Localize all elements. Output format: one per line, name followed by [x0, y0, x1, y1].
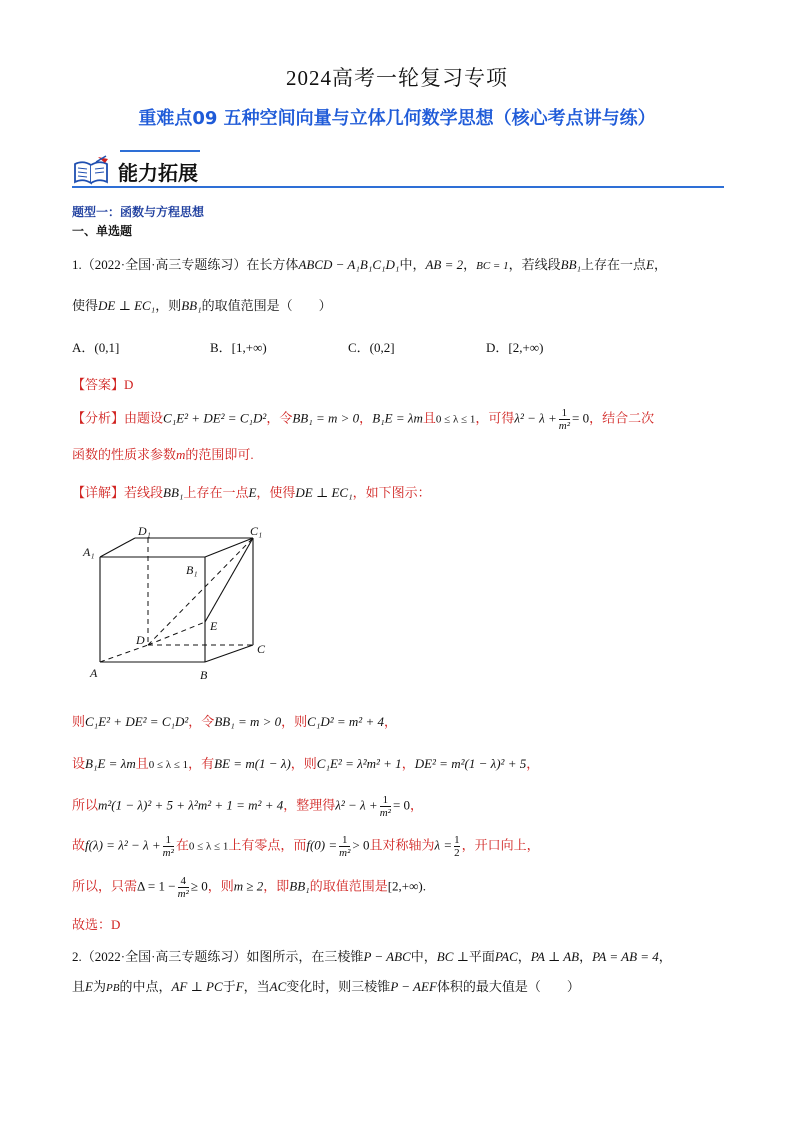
- fraction-den: m²: [379, 807, 391, 819]
- fraction-num: 4: [178, 875, 189, 888]
- solution-step-2: [72, 753, 539, 772]
- q1-text: ，: [463, 257, 477, 272]
- analysis-var: m: [176, 447, 186, 462]
- q1-solid: ABCD − A₁B₁C₁D₁: [298, 257, 400, 272]
- analysis-text: 且: [422, 410, 436, 426]
- q2-text: 如图所示，在三棱锥: [246, 949, 364, 964]
- analysis-line-2: [72, 444, 254, 463]
- solution-step-1: [72, 711, 397, 730]
- q1-text: 使得: [72, 298, 99, 313]
- section-label: 能力拓展: [118, 161, 198, 185]
- fraction: [178, 875, 189, 900]
- edge: [100, 538, 135, 557]
- section-top-line: [120, 150, 200, 152]
- step-eq: DE² = m²(1 − λ)² + 5: [414, 756, 527, 771]
- analysis-tag: 【分析】: [72, 410, 125, 426]
- step-text: ，: [383, 714, 397, 729]
- edge: [205, 538, 253, 557]
- fig-label: B₁: [186, 563, 198, 577]
- analysis-text: ，可得: [475, 410, 515, 426]
- q2-text: 体积的最大值是（ ）: [436, 979, 580, 994]
- q2-text: ，: [517, 949, 531, 964]
- step-eq: [2,+∞): [387, 878, 423, 894]
- q2-eq: P − ABC: [363, 949, 411, 964]
- step-text: ，令: [188, 714, 215, 729]
- document-title: 2024高考一轮复习专项: [286, 66, 508, 90]
- fraction: [339, 834, 350, 859]
- q2-text: 为: [92, 979, 106, 994]
- q1-seg: BB₁: [560, 257, 582, 272]
- fraction-num: 1: [454, 834, 460, 846]
- step-text: ，: [526, 756, 540, 771]
- cuboid-figure: [80, 522, 280, 687]
- step-text: 且对称轴为: [369, 837, 435, 853]
- q2-text: 的中点，: [119, 979, 172, 994]
- step-text: 所以: [72, 797, 99, 813]
- option-d: [486, 337, 543, 356]
- step-eq: BE = m(1 − λ): [214, 756, 291, 771]
- q2-eq: AF ⊥ PC: [171, 979, 223, 994]
- q1-source: 1.（2022·全国·高三专题练习）: [72, 257, 247, 272]
- fig-label: E: [210, 619, 218, 633]
- q2-text: 于: [222, 979, 236, 994]
- q2-eq: PA = AB = 4: [592, 949, 659, 964]
- step-text: .: [422, 878, 426, 894]
- q2-eq: PAC: [494, 949, 518, 964]
- part-heading: 一、单选题: [72, 224, 133, 238]
- q1-text: 上存在一点: [581, 257, 647, 272]
- analysis-text: ，: [359, 410, 373, 426]
- fraction: [163, 834, 174, 859]
- analysis-eq: = 0: [572, 410, 590, 426]
- q2-text: 且: [72, 979, 86, 994]
- step-text: 所以，只需: [72, 878, 138, 894]
- q1-text: ，: [654, 257, 668, 272]
- step-text: ，则: [207, 878, 234, 894]
- q2-eq: F: [235, 979, 244, 994]
- step-text: 且: [135, 756, 149, 771]
- detail-tag: 【详解】: [72, 485, 125, 500]
- step-eq: λ =: [434, 837, 453, 853]
- option-b: [210, 337, 267, 356]
- fraction-num: 1: [339, 834, 350, 847]
- solution-step-4: [72, 834, 540, 859]
- q2-text: ，: [579, 949, 593, 964]
- option-letter: A．: [72, 340, 95, 355]
- q2-stem-line-2: [72, 976, 580, 995]
- detail-text: ，如下图示：: [352, 485, 431, 500]
- q2-eq: BC ⊥: [436, 949, 469, 964]
- hidden-edge: [100, 645, 148, 662]
- fraction-den: m²: [339, 847, 351, 859]
- fraction-den: m²: [177, 888, 189, 900]
- detail-eq: BB₁: [163, 485, 184, 500]
- detail-text: 若线段: [124, 485, 164, 500]
- fraction: [380, 794, 391, 819]
- fraction-den: m²: [162, 847, 174, 859]
- q2-eq: AC: [269, 979, 287, 994]
- fraction: [559, 407, 570, 432]
- analysis-eq: BB₁ = m > 0: [292, 410, 360, 426]
- step-text: 设: [72, 756, 86, 771]
- option-value: (0,1]: [94, 340, 120, 355]
- q1-stem-line-2: [72, 295, 332, 314]
- option-c: [348, 337, 395, 356]
- open-book-icon: [72, 154, 112, 188]
- solution-step-5: [72, 875, 426, 900]
- fraction-den: m²: [558, 420, 571, 432]
- fraction-den: 2: [454, 847, 460, 859]
- step-text: 上有零点，而: [228, 837, 307, 853]
- q2-text: 中，: [410, 949, 437, 964]
- step-eq: m ≥ 2: [233, 878, 264, 894]
- analysis-text: 由题设: [124, 410, 164, 426]
- step-eq: C₁D² = m² + 4: [307, 714, 384, 729]
- step-text: ，即: [263, 878, 290, 894]
- step-eq: f(λ) = λ² − λ +: [85, 837, 161, 853]
- q2-text: 平面: [468, 949, 495, 964]
- detail-text: ，使得: [256, 485, 296, 500]
- fraction-num: 1: [380, 794, 391, 807]
- analysis-text: ，结合二次: [589, 410, 655, 426]
- document-subtitle: 重难点09 五种空间向量与立体几何数学思想（核心考点讲与练）: [138, 108, 656, 129]
- step-eq: B₁E = λm: [85, 756, 136, 771]
- section-header: [72, 150, 724, 190]
- analysis-text: ，令: [266, 410, 293, 426]
- step-eq: > 0: [352, 837, 370, 853]
- q1-cond: AB = 2: [425, 257, 464, 272]
- step-text: ，: [401, 756, 415, 771]
- step-eq: BB₁: [289, 878, 310, 894]
- q1-perp: DE ⊥ EC₁: [98, 298, 156, 313]
- question-type-heading: 题型一：函数与方程思想: [72, 205, 205, 219]
- fig-label: C: [257, 642, 266, 656]
- q1-point: E: [646, 257, 654, 272]
- step-text: 的取值范围是: [309, 878, 388, 894]
- analysis-eq: 0 ≤ λ ≤ 1: [435, 413, 476, 426]
- q1-stem-line-1: [72, 254, 667, 273]
- q1-seg: BB₁: [181, 298, 202, 313]
- q2-text: ，当: [243, 979, 270, 994]
- q1-text: ，若线段: [508, 257, 561, 272]
- fraction: [454, 834, 460, 859]
- option-a: [72, 337, 119, 356]
- q2-eq: PB: [105, 982, 120, 994]
- section-rule: [72, 186, 724, 188]
- step-eq: 0 ≤ λ ≤ 1: [148, 759, 189, 771]
- choose-line: 故选：D: [72, 917, 121, 932]
- step-eq: C₁E² = λ²m² + 1: [316, 756, 402, 771]
- step-text: ，开口向上，: [461, 837, 540, 853]
- fraction-num: 1: [163, 834, 174, 847]
- analysis-text: 的范围即可.: [185, 447, 254, 462]
- step-eq: = 0: [392, 797, 411, 813]
- analysis-eq: B₁E = λm: [372, 410, 423, 426]
- step-text: ，整理得: [283, 797, 336, 813]
- q2-eq: P − AEF: [390, 979, 437, 994]
- fig-label: C₁: [250, 524, 263, 538]
- edge: [205, 645, 253, 662]
- q1-text: 中，: [399, 257, 426, 272]
- step-eq: λ² − λ +: [335, 797, 378, 813]
- analysis-eq: λ² − λ +: [514, 410, 557, 426]
- step-eq: BB₁ = m > 0: [214, 714, 282, 729]
- option-value: (0,2]: [369, 340, 395, 355]
- hidden-edge: [148, 622, 205, 645]
- analysis-eq: C₁E² + DE² = C₁D²: [163, 410, 267, 426]
- step-text: 则: [72, 714, 86, 729]
- q1-text: 在长方体: [246, 257, 299, 272]
- step-text: ，有: [188, 756, 215, 771]
- step-text: 在: [175, 837, 189, 853]
- q1-text: ，则: [155, 298, 182, 313]
- detail-eq: E: [248, 485, 257, 500]
- answer-line: 【答案】D: [72, 377, 134, 392]
- hidden-edge: [148, 538, 253, 645]
- option-letter: C．: [348, 340, 370, 355]
- step-text: ，则: [281, 714, 308, 729]
- fig-label: D: [136, 633, 145, 647]
- detail-eq: DE ⊥ EC₁: [295, 485, 353, 500]
- step-text: ，则: [290, 756, 317, 771]
- step-text: ，: [410, 797, 424, 813]
- detail-text: 上存在一点: [183, 485, 249, 500]
- q2-text: 变化时，则三棱锥: [286, 979, 391, 994]
- q1-text: 的取值范围是（ ）: [201, 298, 332, 313]
- fig-label: D₁: [138, 524, 151, 538]
- analysis-line-1: [72, 407, 654, 432]
- option-value: [1,+∞): [231, 340, 267, 355]
- detail-line: [72, 482, 431, 501]
- step-eq: m²(1 − λ)² + 5 + λ²m² + 1 = m² + 4: [98, 797, 284, 813]
- q2-stem-line-1: [72, 946, 672, 965]
- q2-eq: PA ⊥ AB: [530, 949, 580, 964]
- step-text: 故: [72, 837, 86, 853]
- step-eq: ≥ 0: [190, 878, 208, 894]
- option-letter: D．: [486, 340, 509, 355]
- step-eq: f(0) =: [306, 837, 338, 853]
- option-letter: B．: [210, 340, 232, 355]
- step-eq: 0 ≤ λ ≤ 1: [188, 840, 229, 853]
- fig-label: A₁: [83, 545, 95, 559]
- step-eq: C₁E² + DE² = C₁D²: [85, 714, 189, 729]
- fraction-num: 1: [559, 407, 570, 420]
- solution-step-3: [72, 794, 423, 819]
- q2-text: ，: [658, 949, 672, 964]
- analysis-text: 函数的性质求参数: [72, 447, 177, 462]
- fig-label: A: [90, 666, 98, 680]
- q2-source: 2.（2022·全国·高三专题练习）: [72, 949, 247, 964]
- fig-label: B: [200, 668, 208, 682]
- q1-cond: BC = 1: [476, 260, 509, 272]
- option-value: [2,+∞): [508, 340, 544, 355]
- q2-eq: E: [85, 979, 93, 994]
- step-eq: Δ = 1 −: [137, 878, 176, 894]
